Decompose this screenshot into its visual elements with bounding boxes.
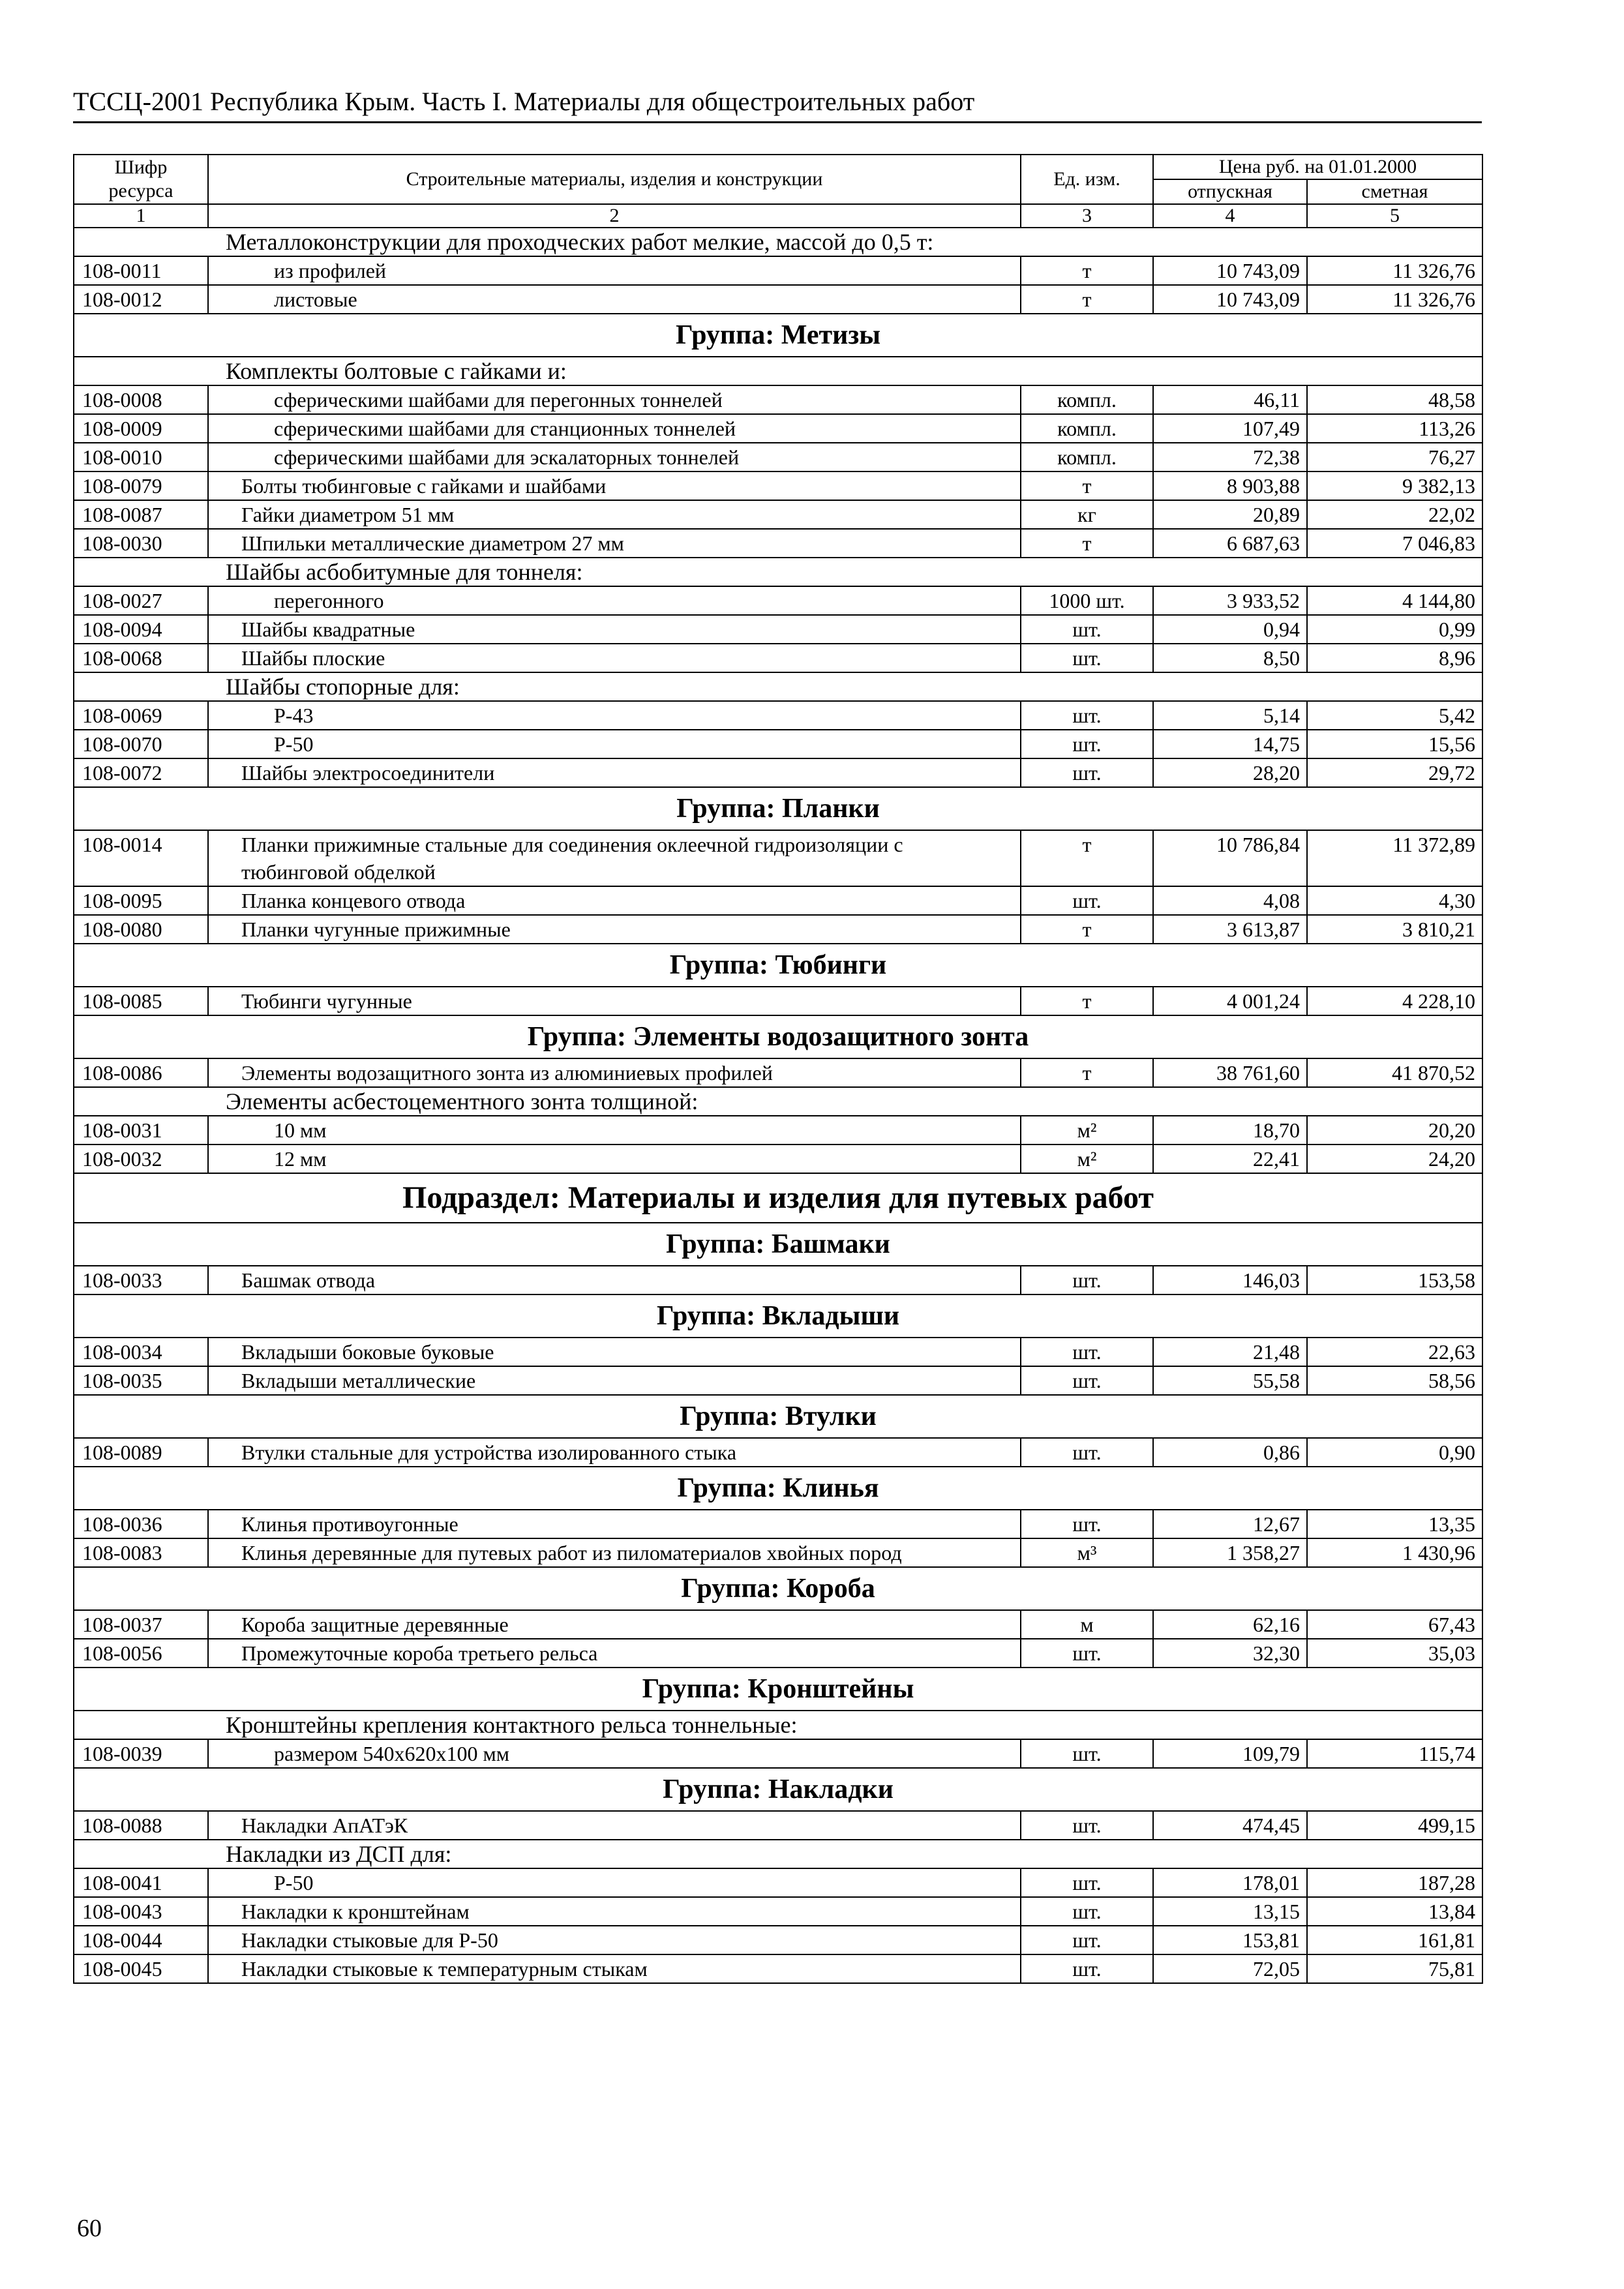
group-heading-row [74,1567,1482,1610]
material-name: Шайбы плоские [208,644,1021,672]
resource-code: 108-0089 [74,1438,208,1467]
table-row [74,830,1482,886]
column-number: 3 [1021,204,1153,228]
resource-code: 108-0034 [74,1338,208,1366]
estimate-price: 0,99 [1307,615,1482,644]
column-number: 5 [1307,204,1482,228]
resource-code: 108-0070 [74,730,208,758]
material-name: Р-50 [208,730,1021,758]
unit: шт. [1021,1639,1153,1668]
table-row [74,500,1482,529]
release-price: 18,70 [1153,1116,1307,1144]
material-name: перегонного [208,586,1021,615]
table-row [74,586,1482,615]
resource-code: 108-0080 [74,915,208,944]
estimate-price: 22,63 [1307,1338,1482,1366]
resource-code: 108-0011 [74,256,208,285]
resource-code: 108-0037 [74,1610,208,1639]
resource-code: 108-0079 [74,471,208,500]
unit: шт. [1021,1811,1153,1840]
category-heading-row [74,228,1482,256]
resource-code: 108-0043 [74,1897,208,1926]
release-price: 6 687,63 [1153,529,1307,558]
release-price: 72,38 [1153,443,1307,471]
estimate-price: 11 326,76 [1307,256,1482,285]
column-number: 4 [1153,204,1307,228]
estimate-price: 7 046,83 [1307,529,1482,558]
table-row [74,256,1482,285]
unit: т [1021,987,1153,1015]
resource-code: 108-0041 [74,1868,208,1897]
category-heading-row [74,1711,1482,1739]
release-price: 32,30 [1153,1639,1307,1668]
material-name: размером 540х620х100 мм [208,1739,1021,1768]
unit: т [1021,256,1153,285]
material-name: Шайбы электросоединители [208,758,1021,787]
resource-code: 108-0086 [74,1058,208,1087]
table-row [74,1366,1482,1395]
category-heading-row [74,1840,1482,1868]
release-price: 8,50 [1153,644,1307,672]
release-price: 10 743,09 [1153,256,1307,285]
table-row [74,1739,1482,1768]
category-heading: Шайбы асбобитумные для тоннеля: [74,558,1482,586]
table-row [74,644,1482,672]
release-price: 109,79 [1153,1739,1307,1768]
unit: т [1021,529,1153,558]
unit: шт. [1021,1954,1153,1983]
subsection-heading-row [74,1173,1482,1223]
table-row [74,915,1482,944]
unit: шт. [1021,1438,1153,1467]
release-price: 4,08 [1153,886,1307,915]
resource-code: 108-0027 [74,586,208,615]
page-header: ТССЦ-2001 Республика Крым. Часть I. Материалы для общестроительных работ [73,86,1482,123]
estimate-price: 13,84 [1307,1897,1482,1926]
resource-code: 108-0083 [74,1538,208,1567]
group-heading-row [74,1015,1482,1058]
table-row [74,285,1482,314]
material-name: сферическими шайбами для эскалаторных тоннелей [208,443,1021,471]
group-heading-row [74,1467,1482,1510]
estimate-price: 22,02 [1307,500,1482,529]
resource-code: 108-0095 [74,886,208,915]
table-row [74,730,1482,758]
group-heading: Группа: Кронштейны [74,1668,1482,1711]
material-name: сферическими шайбами для станционных тоннелей [208,414,1021,443]
unit: м [1021,1610,1153,1639]
price-table [73,154,1483,1984]
estimate-price: 0,90 [1307,1438,1482,1467]
estimate-price: 1 430,96 [1307,1538,1482,1567]
table-row [74,1338,1482,1366]
unit: м³ [1021,1538,1153,1567]
estimate-price: 58,56 [1307,1366,1482,1395]
price-table-container [73,154,1482,1984]
column-number: 1 [74,204,208,228]
category-heading-row [74,357,1482,385]
release-price: 178,01 [1153,1868,1307,1897]
release-price: 3 933,52 [1153,586,1307,615]
material-name: сферическими шайбами для перегонных тоннелей [208,385,1021,414]
table-row [74,615,1482,644]
release-price: 0,86 [1153,1438,1307,1467]
estimate-price: 11 372,89 [1307,830,1482,886]
unit: т [1021,915,1153,944]
category-heading: Металлоконструкции для проходческих работ мелкие, массой до 0,5 т: [74,228,1482,256]
group-heading-row [74,1395,1482,1438]
category-heading: Шайбы стопорные для: [74,672,1482,701]
estimate-price: 13,35 [1307,1510,1482,1538]
resource-code: 108-0039 [74,1739,208,1768]
table-row [74,1610,1482,1639]
resource-code: 108-0009 [74,414,208,443]
material-name: Шпильки металлические диаметром 27 мм [208,529,1021,558]
material-name: Р-50 [208,1868,1021,1897]
release-price: 46,11 [1153,385,1307,414]
resource-code: 108-0044 [74,1926,208,1954]
estimate-price: 29,72 [1307,758,1482,787]
release-price: 8 903,88 [1153,471,1307,500]
estimate-price: 11 326,76 [1307,285,1482,314]
table-row [74,1116,1482,1144]
resource-code: 108-0010 [74,443,208,471]
resource-code: 108-0030 [74,529,208,558]
table-row [74,529,1482,558]
resource-code: 108-0032 [74,1144,208,1173]
table-row [74,471,1482,500]
material-name: Тюбинги чугунные [208,987,1021,1015]
unit: шт. [1021,644,1153,672]
material-name: Элементы водозащитного зонта из алюминиевых профилей [208,1058,1021,1087]
unit: шт. [1021,1266,1153,1294]
group-heading: Группа: Тюбинги [74,944,1482,987]
table-row [74,758,1482,787]
resource-code: 108-0085 [74,987,208,1015]
header-code: Шифр ресурса [74,155,208,204]
release-price: 3 613,87 [1153,915,1307,944]
unit: т [1021,830,1153,886]
release-price: 13,15 [1153,1897,1307,1926]
unit: компл. [1021,443,1153,471]
unit: шт. [1021,1366,1153,1395]
category-heading: Комплекты болтовые с гайками и: [74,357,1482,385]
group-heading: Группа: Вкладыши [74,1294,1482,1338]
release-price: 28,20 [1153,758,1307,787]
material-name: Клинья противоугонные [208,1510,1021,1538]
unit: компл. [1021,385,1153,414]
unit: т [1021,285,1153,314]
header-name: Строительные материалы, изделия и конструкции [208,155,1021,204]
group-heading-row [74,1294,1482,1338]
table-row [74,1058,1482,1087]
table-row [74,1868,1482,1897]
estimate-price: 153,58 [1307,1266,1482,1294]
unit: шт. [1021,701,1153,730]
material-name: Накладки АпАТэК [208,1811,1021,1840]
estimate-price: 4,30 [1307,886,1482,915]
estimate-price: 499,15 [1307,1811,1482,1840]
resource-code: 108-0008 [74,385,208,414]
category-heading: Накладки из ДСП для: [74,1840,1482,1868]
header-estimate-price: сметная [1307,179,1482,204]
estimate-price: 75,81 [1307,1954,1482,1983]
estimate-price: 113,26 [1307,414,1482,443]
material-name: Планки чугунные прижимные [208,915,1021,944]
unit: шт. [1021,1926,1153,1954]
estimate-price: 4 228,10 [1307,987,1482,1015]
table-row [74,1510,1482,1538]
table-row [74,1438,1482,1467]
unit: шт. [1021,758,1153,787]
group-heading-row [74,314,1482,357]
category-heading: Элементы асбестоцементного зонта толщиной: [74,1087,1482,1116]
release-price: 12,67 [1153,1510,1307,1538]
group-heading-row [74,1223,1482,1266]
release-price: 107,49 [1153,414,1307,443]
estimate-price: 161,81 [1307,1926,1482,1954]
resource-code: 108-0012 [74,285,208,314]
unit: шт. [1021,1338,1153,1366]
material-name: 12 мм [208,1144,1021,1173]
table-row [74,1266,1482,1294]
release-price: 10 786,84 [1153,830,1307,886]
material-name: Болты тюбинговые с гайками и шайбами [208,471,1021,500]
table-row [74,1954,1482,1983]
material-name: листовые [208,285,1021,314]
table-row [74,1144,1482,1173]
material-name: Планка концевого отвода [208,886,1021,915]
table-row [74,701,1482,730]
release-price: 72,05 [1153,1954,1307,1983]
resource-code: 108-0094 [74,615,208,644]
release-price: 146,03 [1153,1266,1307,1294]
release-price: 14,75 [1153,730,1307,758]
estimate-price: 67,43 [1307,1610,1482,1639]
category-heading: Кронштейны крепления контактного рельса тоннельные: [74,1711,1482,1739]
estimate-price: 4 144,80 [1307,586,1482,615]
unit: м² [1021,1144,1153,1173]
unit: т [1021,1058,1153,1087]
material-name: Башмак отвода [208,1266,1021,1294]
group-heading-row [74,944,1482,987]
material-name: Клинья деревянные для путевых работ из пиломатериалов хвойных пород [208,1538,1021,1567]
resource-code: 108-0033 [74,1266,208,1294]
group-heading: Группа: Метизы [74,314,1482,357]
table-body [74,228,1482,1983]
material-name: Гайки диаметром 51 мм [208,500,1021,529]
release-price: 62,16 [1153,1610,1307,1639]
resource-code: 108-0035 [74,1366,208,1395]
material-name: Вкладыши металлические [208,1366,1021,1395]
release-price: 4 001,24 [1153,987,1307,1015]
material-name: Шайбы квадратные [208,615,1021,644]
resource-code: 108-0045 [74,1954,208,1983]
group-heading: Группа: Накладки [74,1768,1482,1811]
column-number: 2 [208,204,1021,228]
unit: шт. [1021,615,1153,644]
material-name: 10 мм [208,1116,1021,1144]
estimate-price: 41 870,52 [1307,1058,1482,1087]
material-name: Промежуточные короба третьего рельса [208,1639,1021,1668]
estimate-price: 187,28 [1307,1868,1482,1897]
table-row [74,886,1482,915]
group-heading: Группа: Клинья [74,1467,1482,1510]
group-heading: Группа: Башмаки [74,1223,1482,1266]
resource-code: 108-0056 [74,1639,208,1668]
table-row [74,1811,1482,1840]
release-price: 0,94 [1153,615,1307,644]
unit: шт. [1021,1739,1153,1768]
material-name: Короба защитные деревянные [208,1610,1021,1639]
resource-code: 108-0036 [74,1510,208,1538]
release-price: 474,45 [1153,1811,1307,1840]
estimate-price: 3 810,21 [1307,915,1482,944]
release-price: 55,58 [1153,1366,1307,1395]
release-price: 1 358,27 [1153,1538,1307,1567]
release-price: 20,89 [1153,500,1307,529]
column-number-row [74,204,1482,228]
category-heading-row [74,558,1482,586]
table-row [74,987,1482,1015]
resource-code: 108-0069 [74,701,208,730]
material-name: Втулки стальные для устройства изолированного стыка [208,1438,1021,1467]
estimate-price: 9 382,13 [1307,471,1482,500]
header-price: Цена руб. на 01.01.2000 [1153,155,1482,179]
material-name: Накладки стыковые для Р-50 [208,1926,1021,1954]
unit: кг [1021,500,1153,529]
estimate-price: 76,27 [1307,443,1482,471]
table-row [74,1538,1482,1567]
release-price: 10 743,09 [1153,285,1307,314]
material-name: Планки прижимные стальные для соединения оклеечной гидроизоляции с тюбинговой обделкой [208,830,1021,886]
group-heading: Группа: Короба [74,1567,1482,1610]
page-number: 60 [77,2215,102,2242]
release-price: 5,14 [1153,701,1307,730]
category-heading-row [74,1087,1482,1116]
unit: 1000 шт. [1021,586,1153,615]
material-name: Накладки стыковые к температурным стыкам [208,1954,1021,1983]
resource-code: 108-0014 [74,830,208,886]
header-unit: Ед. изм. [1021,155,1153,204]
resource-code: 108-0088 [74,1811,208,1840]
release-price: 21,48 [1153,1338,1307,1366]
table-row [74,1897,1482,1926]
estimate-price: 15,56 [1307,730,1482,758]
unit: шт. [1021,1897,1153,1926]
group-heading-row [74,787,1482,830]
resource-code: 108-0072 [74,758,208,787]
unit: компл. [1021,414,1153,443]
release-price: 22,41 [1153,1144,1307,1173]
unit: шт. [1021,886,1153,915]
material-name: из профилей [208,256,1021,285]
estimate-price: 24,20 [1307,1144,1482,1173]
table-header-row [74,155,1482,179]
group-heading: Группа: Элементы водозащитного зонта [74,1015,1482,1058]
estimate-price: 8,96 [1307,644,1482,672]
unit: т [1021,471,1153,500]
unit: шт. [1021,1868,1153,1897]
subsection-heading: Подраздел: Материалы и изделия для путевых работ [74,1173,1482,1223]
resource-code: 108-0031 [74,1116,208,1144]
table-row [74,443,1482,471]
table-row [74,414,1482,443]
estimate-price: 5,42 [1307,701,1482,730]
resource-code: 108-0068 [74,644,208,672]
estimate-price: 20,20 [1307,1116,1482,1144]
unit: м² [1021,1116,1153,1144]
estimate-price: 115,74 [1307,1739,1482,1768]
unit: шт. [1021,730,1153,758]
header-release-price: отпускная [1153,179,1307,204]
material-name: Накладки к кронштейнам [208,1897,1021,1926]
group-heading-row [74,1768,1482,1811]
release-price: 38 761,60 [1153,1058,1307,1087]
group-heading-row [74,1668,1482,1711]
estimate-price: 35,03 [1307,1639,1482,1668]
group-heading: Группа: Втулки [74,1395,1482,1438]
table-row [74,385,1482,414]
release-price: 153,81 [1153,1926,1307,1954]
group-heading: Группа: Планки [74,787,1482,830]
material-name: Р-43 [208,701,1021,730]
resource-code: 108-0087 [74,500,208,529]
table-row [74,1926,1482,1954]
unit: шт. [1021,1510,1153,1538]
material-name: Вкладыши боковые буковые [208,1338,1021,1366]
category-heading-row [74,672,1482,701]
estimate-price: 48,58 [1307,385,1482,414]
table-row [74,1639,1482,1668]
